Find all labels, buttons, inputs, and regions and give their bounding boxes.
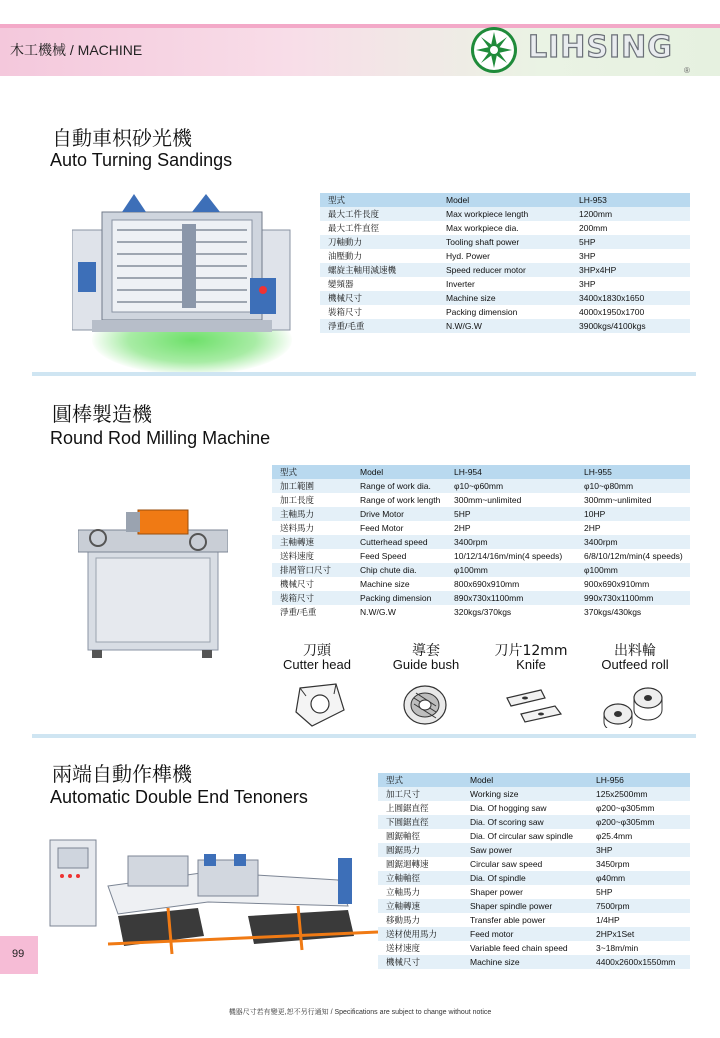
spec-row bbox=[272, 535, 690, 549]
spec-cell: 圓鋸迴轉速 bbox=[386, 859, 429, 869]
spec-cell: 5HP bbox=[596, 887, 613, 897]
spec-cell: Machine size bbox=[462, 955, 588, 969]
spec-cell: 200mm bbox=[579, 223, 608, 233]
spec-cell: 變頻器 bbox=[328, 279, 354, 289]
spec-cell: Max workpiece length bbox=[438, 207, 571, 221]
spec-cell: 1200mm bbox=[571, 207, 690, 221]
spec-1-header-type: 型式 bbox=[320, 193, 438, 207]
spec-cell: 3400rpm bbox=[576, 535, 690, 549]
spec-row bbox=[378, 843, 690, 857]
spec-row bbox=[320, 263, 690, 277]
spec-row bbox=[272, 563, 690, 577]
spec-row bbox=[272, 577, 690, 591]
spec-cell: Feed Motor bbox=[360, 523, 404, 533]
spec-cell: 300mm~unlimited bbox=[584, 495, 652, 505]
spec-cell: 送料馬力 bbox=[280, 523, 315, 533]
spec-cell: φ25.4mm bbox=[596, 831, 633, 841]
spec-cell: Shaper spindle power bbox=[462, 899, 588, 913]
spec-cell: Machine size bbox=[360, 579, 410, 589]
spec-cell: 加工範圍 bbox=[272, 479, 352, 493]
spec-cell: Feed Speed bbox=[360, 551, 407, 561]
spec-cell: 3~18m/min bbox=[596, 943, 639, 953]
spec-table-1 bbox=[320, 193, 690, 333]
spec-cell: 125x2500mm bbox=[588, 787, 690, 801]
spec-cell: Hyd. Power bbox=[446, 251, 490, 261]
spec-1-header-model: Model bbox=[438, 193, 571, 207]
brand-emblem-icon bbox=[470, 26, 518, 74]
spec-row bbox=[378, 927, 690, 941]
spec-cell: 主軸轉速 bbox=[272, 535, 352, 549]
spec-row bbox=[378, 829, 690, 843]
spec-row bbox=[320, 249, 690, 263]
spec-cell: φ10~φ60mm bbox=[446, 479, 576, 493]
spec-row bbox=[320, 277, 690, 291]
spec-cell: Chip chute dia. bbox=[352, 563, 446, 577]
spec-cell: Packing dimension bbox=[446, 307, 518, 317]
spec-cell: Dia. Of scoring saw bbox=[462, 815, 588, 829]
spec-cell: 320kgs/370kgs bbox=[454, 607, 512, 617]
spec-cell: Speed reducer motor bbox=[438, 263, 571, 277]
spec-cell: 5HP bbox=[571, 235, 690, 249]
spec-cell: 裝箱尺寸 bbox=[328, 307, 363, 317]
spec-cell: 900x690x910mm bbox=[584, 579, 650, 589]
spec-cell: 3450rpm bbox=[596, 859, 630, 869]
part-cutter-head-en: Cutter head bbox=[283, 657, 351, 672]
spec-row bbox=[378, 885, 690, 899]
spec-row bbox=[378, 787, 690, 801]
spec-row bbox=[272, 549, 690, 563]
spec-3-header-model: Model bbox=[462, 773, 588, 787]
part-knife-zh: 刀片12mm bbox=[494, 643, 568, 659]
spec-cell: 3HP bbox=[579, 279, 596, 289]
spec-cell: Cutterhead speed bbox=[352, 535, 446, 549]
spec-cell: 3400rpm bbox=[446, 535, 576, 549]
spec-3-header-lh956: LH-956 bbox=[588, 773, 690, 787]
spec-row bbox=[272, 591, 690, 605]
spec-cell: Dia. Of hogging saw bbox=[470, 803, 547, 813]
spec-cell: φ200~φ305mm bbox=[596, 803, 655, 813]
spec-cell: 2HP bbox=[584, 523, 601, 533]
spec-cell: 2HPx1Set bbox=[588, 927, 690, 941]
spec-cell: 最大工件直徑 bbox=[328, 223, 380, 233]
spec-cell: 機械尺寸 bbox=[320, 291, 438, 305]
spec-cell: Shaper power bbox=[470, 887, 523, 897]
spec-1-header-lh953: LH-953 bbox=[571, 193, 690, 207]
spec-cell: Tooling shaft power bbox=[438, 235, 571, 249]
part-outfeed-roll-en: Outfeed roll bbox=[601, 657, 669, 672]
double-end-tenoner-photo bbox=[48, 836, 378, 966]
spec-cell: 淨重/毛重 bbox=[320, 319, 438, 333]
spec-row bbox=[272, 605, 690, 619]
auto-turning-sander-photo bbox=[72, 190, 292, 340]
spec-cell: Working size bbox=[462, 787, 588, 801]
spec-cell: 圓鋸軸徑 bbox=[386, 831, 421, 841]
spec-cell: Feed motor bbox=[462, 927, 588, 941]
spec-row bbox=[378, 913, 690, 927]
spec-cell: 裝箱尺寸 bbox=[272, 591, 352, 605]
spec-cell: 7500rpm bbox=[588, 899, 690, 913]
spec-cell: 淨重/毛重 bbox=[280, 607, 317, 617]
spec-cell: 4000x1950x1700 bbox=[579, 307, 645, 317]
part-guide-bush-zh: 導套 bbox=[412, 643, 440, 659]
spec-cell: φ100mm bbox=[576, 563, 690, 577]
spec-row bbox=[378, 899, 690, 913]
spec-cell: 排屑管口尺寸 bbox=[272, 563, 352, 577]
guide-bush-icon bbox=[402, 684, 448, 726]
spec-row bbox=[272, 507, 690, 521]
spec-cell: Max workpiece dia. bbox=[446, 223, 519, 233]
spec-cell: 990x730x1100mm bbox=[576, 591, 690, 605]
part-guide-bush-en: Guide bush bbox=[392, 657, 460, 672]
spec-cell: Transfer able power bbox=[470, 915, 546, 925]
spec-row bbox=[272, 493, 690, 507]
spec-cell: 5HP bbox=[446, 507, 576, 521]
spec-row bbox=[378, 801, 690, 815]
spec-cell: 螺旋主軸用減速機 bbox=[320, 263, 438, 277]
section-3-title-en: Automatic Double End Tenoners bbox=[50, 787, 308, 807]
spec-2-header-lh954: LH-954 bbox=[446, 465, 576, 479]
spec-row bbox=[378, 815, 690, 829]
section-1-title-zh: 自動車枳砂光機 bbox=[52, 126, 192, 150]
spec-cell: 主軸馬力 bbox=[272, 507, 352, 521]
spec-cell: Circular saw speed bbox=[470, 859, 543, 869]
brand-logo-text: LIHSING bbox=[528, 30, 673, 65]
cutter-head-icon bbox=[292, 682, 348, 728]
spec-cell: φ200~φ305mm bbox=[588, 815, 690, 829]
header-stripe bbox=[0, 24, 720, 28]
spec-cell: Packing dimension bbox=[352, 591, 446, 605]
section-3-title-zh: 兩端自動作榫機 bbox=[52, 762, 192, 786]
section-divider bbox=[32, 734, 696, 738]
spec-2-header-lh955: LH-955 bbox=[576, 465, 690, 479]
spec-row bbox=[378, 871, 690, 885]
spec-cell: 移動馬力 bbox=[386, 915, 421, 925]
spec-row bbox=[378, 941, 690, 955]
part-knife-en: Knife bbox=[516, 657, 546, 672]
spec-cell: 立軸轉速 bbox=[378, 899, 462, 913]
registered-mark: ® bbox=[684, 66, 690, 75]
spec-cell: 890x730x1100mm bbox=[446, 591, 576, 605]
spec-cell: 最大工件長度 bbox=[320, 207, 438, 221]
spec-cell: 300mm~unlimited bbox=[454, 495, 522, 505]
spec-cell: 10HP bbox=[576, 507, 690, 521]
section-1-title-en: Auto Turning Sandings bbox=[50, 150, 233, 170]
spec-cell: Dia. Of spindle bbox=[462, 871, 588, 885]
spec-cell: Inverter bbox=[446, 279, 475, 289]
footer-note: 機器尺寸若有變更,恕不另行通知 / Specifications are subject to change without notice bbox=[228, 1009, 492, 1016]
spec-cell: 立軸軸徑 bbox=[378, 871, 462, 885]
part-cutter-head-zh: 刀頭 bbox=[303, 643, 331, 659]
spec-cell: 立軸馬力 bbox=[386, 887, 421, 897]
spec-cell: 上圓鋸直徑 bbox=[386, 803, 429, 813]
spec-row bbox=[320, 291, 690, 305]
spec-cell: 3HP bbox=[579, 251, 596, 261]
knife-icon bbox=[505, 688, 563, 724]
spec-cell: 機械尺寸 bbox=[280, 579, 315, 589]
spec-cell: Drive Motor bbox=[352, 507, 446, 521]
spec-2-header-model: Model bbox=[352, 465, 446, 479]
spec-cell: 6/8/10/12m/min(4 speeds) bbox=[584, 551, 683, 561]
round-rod-milling-photo bbox=[78, 500, 228, 660]
spec-cell: 送材使用馬力 bbox=[378, 927, 462, 941]
spec-table-2 bbox=[272, 465, 690, 619]
spec-cell: 刀軸動力 bbox=[320, 235, 438, 249]
spec-row bbox=[320, 305, 690, 319]
spec-row bbox=[272, 479, 690, 493]
spec-row bbox=[272, 521, 690, 535]
spec-cell: 3400x1830x1650 bbox=[571, 291, 690, 305]
spec-cell: Variable feed chain speed bbox=[470, 943, 568, 953]
spec-cell: φ10~φ80mm bbox=[576, 479, 690, 493]
spec-3-header-type: 型式 bbox=[378, 773, 462, 787]
spec-cell: 2HP bbox=[454, 523, 471, 533]
spec-cell: 370kgs/430kgs bbox=[584, 607, 642, 617]
spec-cell: 油壓動力 bbox=[328, 251, 363, 261]
spec-cell: 送材速度 bbox=[386, 943, 421, 953]
spec-cell: 圓鋸馬力 bbox=[378, 843, 462, 857]
outfeed-roll-icon bbox=[602, 684, 666, 728]
spec-cell: φ100mm bbox=[446, 563, 576, 577]
spec-2-header-type: 型式 bbox=[272, 465, 352, 479]
spec-cell: 下圓鋸直徑 bbox=[378, 815, 462, 829]
spec-row bbox=[320, 221, 690, 235]
spec-cell: 1/4HP bbox=[596, 915, 620, 925]
spec-row bbox=[378, 857, 690, 871]
spec-cell: 機械尺寸 bbox=[378, 955, 462, 969]
spec-cell: 3900kgs/4100kgs bbox=[571, 319, 690, 333]
spec-cell: 800x690x910mm bbox=[454, 579, 520, 589]
section-divider bbox=[32, 372, 696, 376]
spec-cell: 4400x2600x1550mm bbox=[588, 955, 690, 969]
spec-cell: 加工長度 bbox=[280, 495, 315, 505]
spec-row bbox=[320, 235, 690, 249]
spec-cell: Saw power bbox=[462, 843, 588, 857]
spec-cell: Machine size bbox=[438, 291, 571, 305]
category-label: 木工機械 / MACHINE bbox=[10, 42, 143, 58]
spec-cell: 3HP bbox=[588, 843, 690, 857]
spec-cell: 送料速度 bbox=[280, 551, 315, 561]
spec-row bbox=[378, 955, 690, 969]
spec-cell: Dia. Of circular saw spindle bbox=[470, 831, 573, 841]
spec-cell: φ40mm bbox=[588, 871, 690, 885]
spec-cell: Range of work dia. bbox=[352, 479, 446, 493]
section-2-title-zh: 圓棒製造機 bbox=[52, 402, 152, 426]
page-number: 99 bbox=[12, 948, 25, 960]
spec-cell: Range of work length bbox=[360, 495, 441, 505]
spec-row bbox=[320, 207, 690, 221]
spec-cell: 10/12/14/16m/min(4 speeds) bbox=[454, 551, 563, 561]
spec-table-3 bbox=[378, 773, 690, 969]
spec-cell: 3HPx4HP bbox=[571, 263, 690, 277]
part-outfeed-roll-zh: 出料輪 bbox=[614, 643, 656, 659]
spec-cell: N.W/G.W bbox=[438, 319, 571, 333]
spec-cell: N.W/G.W bbox=[360, 607, 396, 617]
section-2-title-en: Round Rod Milling Machine bbox=[50, 428, 271, 448]
spec-cell: 加工尺寸 bbox=[378, 787, 462, 801]
spec-row bbox=[320, 319, 690, 333]
